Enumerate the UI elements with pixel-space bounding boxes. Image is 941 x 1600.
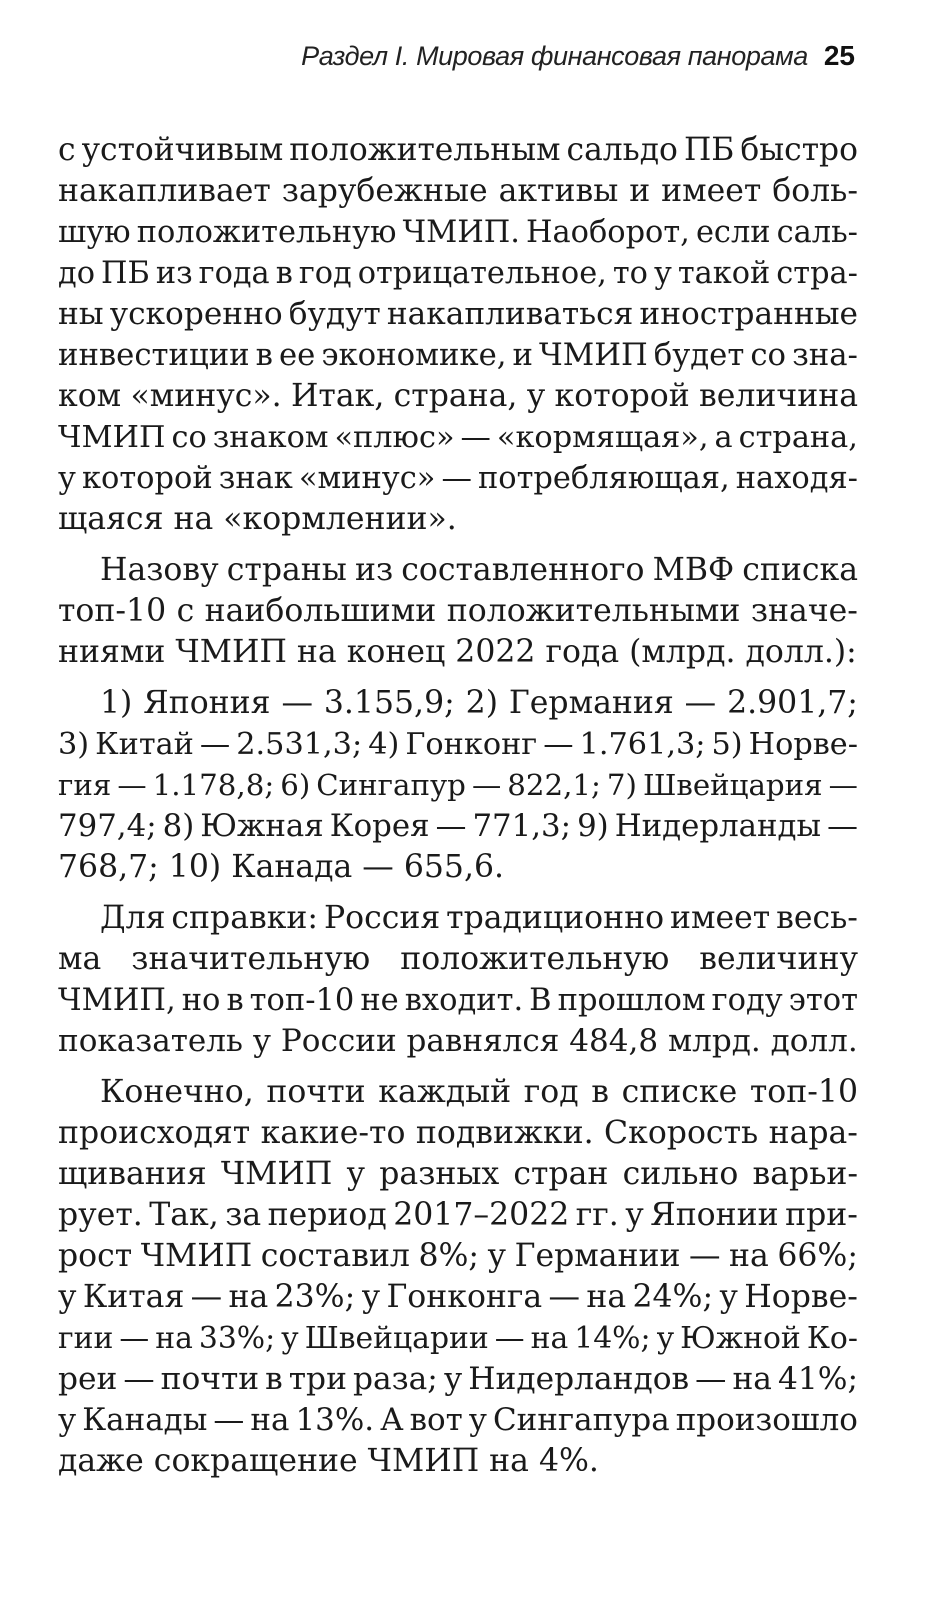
text-line: щаяся на «кормлении». [58,501,457,537]
text-line: Для справки: Россия традиционно имеет весь- [100,900,858,936]
text-line: ниями ЧМИП на конец 2022 года (млрд. долл.): [58,634,857,670]
text-line: даже сокращение ЧМИП на 4%. [58,1443,599,1479]
text-line: 3) Китай — 2.531,3; 4) Гонконг — 1.761,3; 5) Норве- [58,727,858,762]
running-header [301,40,855,72]
text-line: гии — на 33%; у Швейцарии — на 14%; у Южной Ко- [58,1321,858,1356]
text-line: ком «минус». Итак, страна, у которой величина [58,378,858,414]
text-line: ма значительную положительную величину [58,941,858,977]
text-line: до ПБ из года в год отрицательное, то у такой стра- [58,256,858,291]
text-line: накапливает зарубежные активы и имеет боль- [58,173,858,209]
text-line: реи — почти в три раза; у Нидерландов — на 41%; [58,1361,858,1397]
text-line: гия — 1.178,8; 6) Сингапур — 822,1; 7) Швейцария — [58,768,858,802]
paragraph [58,1072,858,1482]
text-line: инвестиции в ее экономике, и ЧМИП будет со зна- [58,338,858,373]
paragraph [58,683,858,888]
text-line: шую положительную ЧМИП. Наоборот, если саль- [58,215,858,250]
text-line: Конечно, почти каждый год в списке топ-10 [100,1074,858,1110]
section-title: Раздел I. Мировая финансовая панорама [301,41,808,71]
text-line: щивания ЧМИП у разных стран сильно варьи- [58,1156,858,1192]
text-line: ЧМИП со знаком «плюс» — «кормящая», а страна, [58,420,858,455]
text-line: ны ускоренно будут накапливаться иностранные [58,296,858,332]
text-line: 797,4; 8) Южная Корея — 771,3; 9) Нидерланды — [58,808,858,844]
text-line: рует. Так, за период 2017–2022 гг. у Японии при- [58,1197,858,1233]
text-line: с устойчивым положительным сальдо ПБ быстро [58,132,858,168]
text-line: у которой знак «минус» — потребляющая, находя- [58,461,858,496]
page-number: 25 [823,40,855,71]
body-text [58,130,858,1492]
text-line: топ-10 с наибольшими положительными значе- [58,593,858,629]
text-line: у Китая — на 23%; у Гонконга — на 24%; у Норве- [58,1279,858,1315]
paragraph [58,550,858,673]
text-line: у Канады — на 13%. А вот у Сингапура произошло [58,1402,858,1438]
text-line: 1) Япония — 3.155,9; 2) Германия — 2.901,7; [100,685,858,721]
text-line: рост ЧМИП составил 8%; у Германии — на 66%; [58,1238,858,1274]
text-line: Назову страны из составленного МВФ списка [100,552,858,588]
text-line: происходят какие-то подвижки. Скорость нара- [58,1115,858,1151]
text-line: показатель у России равнялся 484,8 млрд. долл. [58,1023,858,1059]
text-line: 768,7; 10) Канада — 655,6. [58,849,505,885]
paragraph [58,130,858,540]
text-line: ЧМИП, но в топ-10 не входит. В прошлом году этот [58,983,858,1018]
paragraph [58,898,858,1062]
